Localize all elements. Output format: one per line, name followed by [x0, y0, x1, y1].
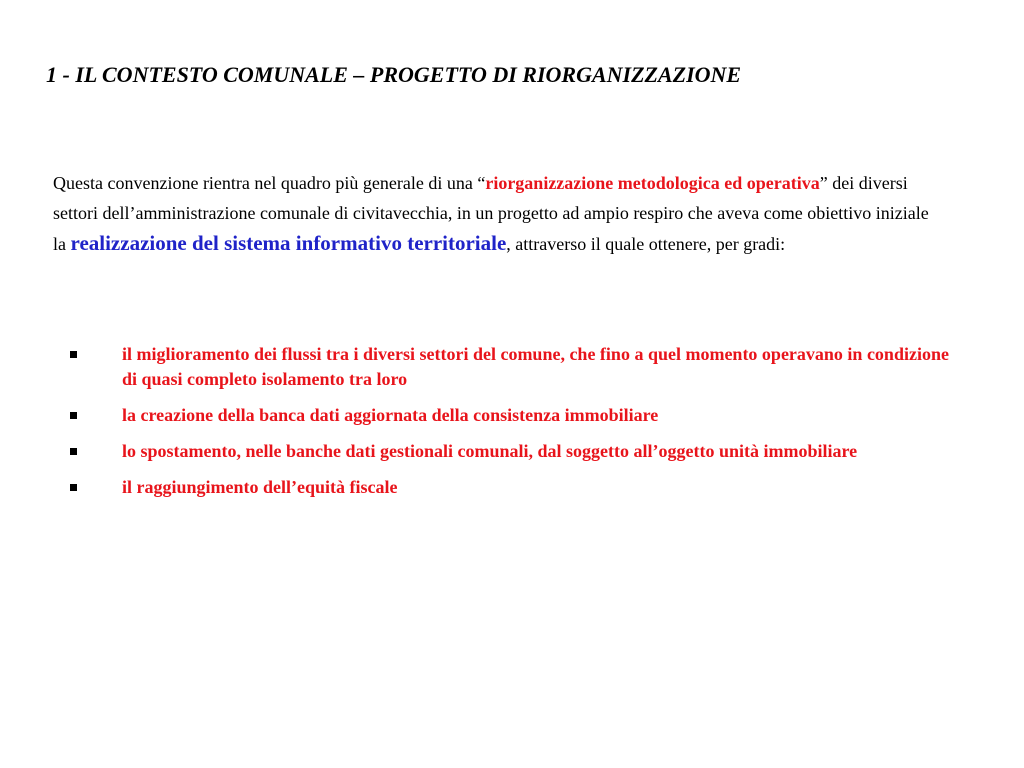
list-item-text: lo spostamento, nelle banche dati gestionali comunali, dal soggetto all’oggetto unità immobiliare: [122, 441, 858, 461]
slide-title: 1 - IL CONTESTO COMUNALE – PROGETTO DI RIORGANIZZAZIONE: [46, 62, 742, 87]
intro-highlight-riorganizzazione: riorganizzazione metodologica ed operativa: [485, 173, 820, 193]
intro-text-part-1: Questa convenzione rientra nel quadro più generale di una “: [53, 173, 486, 193]
square-bullet-icon: [70, 351, 77, 358]
square-bullet-icon: [70, 412, 77, 419]
list-item-text: il miglioramento dei flussi tra i diversi settori del comune, che fino a quel momento operavano in condizione di quasi completo isolamento tra loro: [122, 344, 949, 389]
square-bullet-icon: [70, 448, 77, 455]
list-item-text: il raggiungimento dell’equità fiscale: [122, 477, 398, 497]
list-item: [70, 439, 950, 464]
intro-highlight-sistema-informativo: realizzazione del sistema informativo territoriale: [70, 231, 507, 255]
list-item: [70, 342, 950, 392]
square-bullet-icon: [70, 484, 77, 491]
list-item: [70, 475, 950, 500]
intro-text-part-3: , attraverso il quale ottenere, per gradi:: [506, 234, 786, 254]
intro-text-part-2: ” dei diversi settori dell’amministrazione comunale di civitavecchia, in un progetto ad ampio respiro che aveva come obiettivo iniziale la: [53, 173, 929, 254]
objectives-list: [70, 342, 950, 511]
list-item: [70, 403, 950, 428]
intro-paragraph: [53, 168, 933, 259]
list-item-text: la creazione della banca dati aggiornata della consistenza immobiliare: [122, 405, 659, 425]
